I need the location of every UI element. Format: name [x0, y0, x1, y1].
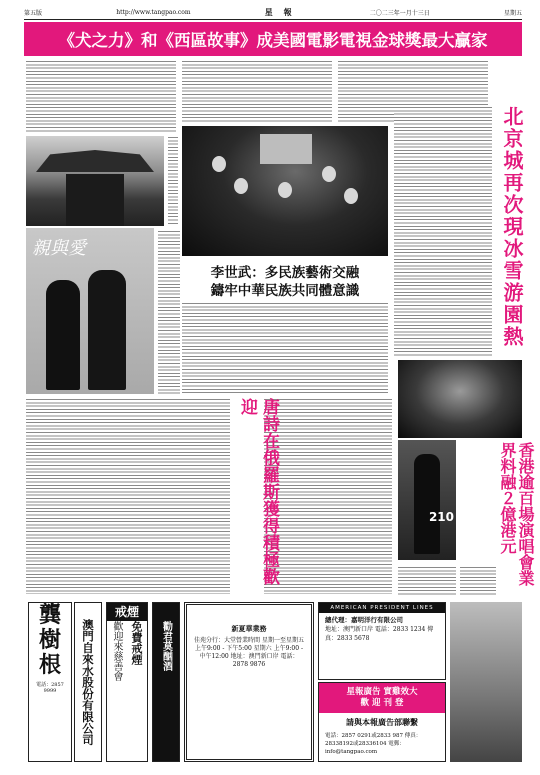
bank-ad: [184, 602, 314, 762]
tang-poetry-headline: 唐詩在俄羅斯獲得積極歡迎: [237, 398, 279, 585]
banner-headline: 《犬之力》和《西區故事》成美國電影電視金球獎最大贏家: [58, 31, 488, 50]
article-text-block: [168, 136, 178, 226]
article-text-block: [460, 566, 496, 596]
ad-title: 勸君莫酗酒: [160, 621, 172, 671]
headline-line: 鑄牢中華民族共同體意識: [210, 283, 360, 299]
li-shiwu-headline: [190, 264, 380, 300]
ad-phone: 電話：2857 9999: [36, 682, 64, 694]
photo-title: 親與愛: [32, 238, 86, 259]
article-text-block: [398, 566, 456, 596]
star-ad-header-line: 歡 迎 刊 登: [360, 698, 404, 708]
ad-name: 龔樹根: [38, 602, 61, 678]
apl-shipping-ad: [318, 602, 446, 680]
newspaper-page: [24, 6, 535, 768]
temple-photo: [26, 136, 164, 226]
apl-contact: 地址：澳門新口岸 電話：2833 1234 傳真：2833 5678: [325, 626, 434, 642]
article-text-block: [182, 302, 388, 394]
masthead: 星 報: [264, 7, 296, 17]
ad-title: 新夏華業務: [231, 624, 267, 633]
weekday: 星期五: [503, 10, 522, 17]
hk-concert-headline: 香港逾百場演唱會業界料融２億港元: [498, 442, 535, 586]
lead-banner: [24, 22, 522, 56]
singer-photo: [398, 440, 456, 560]
water-company-ad: 澳門自來水股份有限公司: [74, 602, 102, 762]
star-ad-mid: 請與本報廣告部聯繫: [346, 717, 418, 727]
ad-body: 佳苑分行：大堂營業時間 星期一至星期五 上午9:00 - 下午5:00 星期六 上午9:00 - 中午12:00 地址：澳門新口岸 電話：2878 9876: [194, 637, 304, 668]
star-ad-recruitment: [318, 682, 446, 762]
star-ad-header-line: 星報廣告 實雞效大: [346, 687, 418, 697]
article-text-block: [158, 230, 180, 394]
page-label: 第五版: [24, 10, 43, 17]
street-photo-ad: [450, 602, 522, 762]
couple-photo: [26, 228, 154, 394]
apl-company: 總代理：嘉明洋行有限公司: [325, 616, 403, 624]
headline-line: 李世武：多民族藝術交融: [210, 265, 360, 281]
beijing-headline: 北京城再次現冰雪游園熱: [500, 106, 524, 348]
article-text-block: [26, 398, 230, 594]
ad-title: 戒煙: [107, 603, 147, 621]
chizhai-ad: [28, 602, 72, 762]
page-header: [24, 6, 522, 20]
star-ad-contact: 電話：2857 0291或2833 987 傳真：28338192或28336104 電郵：info@tangpao.com: [325, 733, 422, 755]
lantern-festival-photo: [182, 126, 388, 256]
article-text-block: [182, 60, 332, 122]
article-text-block: [264, 398, 392, 594]
no-drinking-ad: [152, 602, 180, 762]
article-text-block: [26, 60, 176, 132]
site-url[interactable]: http://www.tangpao.com: [116, 9, 191, 16]
ad-line: 免費戒煙: [130, 621, 143, 665]
concert-photo: [398, 360, 522, 438]
ad-line: 歡迎來慈善會: [111, 621, 122, 681]
issue-date: 二〇二三年一月十三日: [369, 10, 430, 17]
quit-smoking-ad: [106, 602, 148, 762]
star-ad-header: [319, 683, 445, 713]
apl-header: AMERICAN PRESIDENT LINES: [319, 603, 445, 613]
stage-number: 210: [428, 510, 454, 524]
article-text-block: [394, 106, 492, 356]
